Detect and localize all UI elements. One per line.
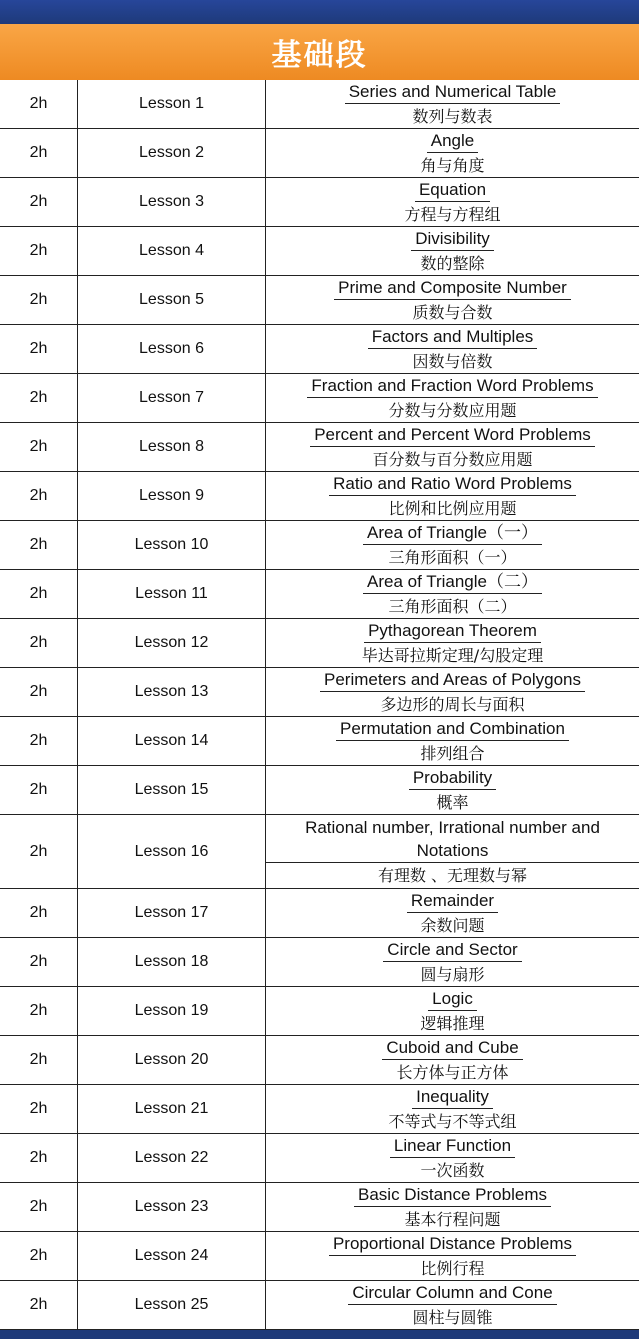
- hours-cell: 2h: [0, 1085, 78, 1133]
- topic-english: Basic Distance Problems: [354, 1183, 551, 1207]
- topic-chinese: 比例行程: [420, 1258, 485, 1278]
- lesson-cell: Lesson 17: [78, 889, 266, 937]
- hours-cell: 2h: [0, 938, 78, 986]
- table-row: [0, 1183, 639, 1232]
- hours-cell: 2h: [0, 521, 78, 569]
- hours-cell: 2h: [0, 619, 78, 667]
- topic-cell: [266, 815, 639, 888]
- topic-cell: [266, 1232, 639, 1280]
- topic-english: Factors and Multiples: [368, 325, 538, 349]
- topic-english: Probability: [409, 766, 496, 790]
- topic-english: Equation: [415, 178, 490, 202]
- hours-cell: 2h: [0, 987, 78, 1035]
- topic-cell: [266, 521, 639, 569]
- topic-cell: [266, 938, 639, 986]
- table-row: [0, 80, 639, 129]
- topic-english: Area of Triangle（二）: [363, 570, 542, 594]
- topic-english: Remainder: [407, 889, 498, 913]
- lesson-cell: Lesson 25: [78, 1281, 266, 1329]
- table-row: [0, 1232, 639, 1281]
- topic-english: Circular Column and Cone: [348, 1281, 556, 1305]
- table-row: [0, 1036, 639, 1085]
- topic-cell: [266, 276, 639, 324]
- hours-cell: 2h: [0, 717, 78, 765]
- lesson-cell: Lesson 24: [78, 1232, 266, 1280]
- lesson-cell: Lesson 23: [78, 1183, 266, 1231]
- topic-chinese: 一次函数: [420, 1160, 485, 1180]
- lesson-cell: Lesson 1: [78, 80, 266, 128]
- topic-english: Permutation and Combination: [336, 717, 569, 741]
- topic-cell: [266, 889, 639, 937]
- lesson-cell: Lesson 5: [78, 276, 266, 324]
- hours-cell: 2h: [0, 1036, 78, 1084]
- topic-cell: [266, 987, 639, 1035]
- topic-cell: [266, 1281, 639, 1329]
- lesson-cell: Lesson 3: [78, 178, 266, 226]
- table-row: [0, 178, 639, 227]
- lesson-cell: Lesson 4: [78, 227, 266, 275]
- topic-chinese: 三角形面积（一）: [388, 547, 517, 567]
- table-row: [0, 276, 639, 325]
- lesson-cell: Lesson 20: [78, 1036, 266, 1084]
- topic-english: Proportional Distance Problems: [329, 1232, 576, 1256]
- table-row: [0, 889, 639, 938]
- topic-english: Series and Numerical Table: [345, 80, 561, 104]
- section-header: [0, 24, 639, 80]
- topic-chinese: 三角形面积（二）: [388, 596, 517, 616]
- topic-chinese: 比例和比例应用题: [388, 498, 517, 518]
- hours-cell: 2h: [0, 1134, 78, 1182]
- hours-cell: 2h: [0, 1232, 78, 1280]
- topic-cell: [266, 668, 639, 716]
- hours-cell: 2h: [0, 276, 78, 324]
- topic-english: Perimeters and Areas of Polygons: [320, 668, 585, 692]
- topic-chinese: 不等式与不等式组: [388, 1111, 517, 1131]
- topic-cell: [266, 619, 639, 667]
- topic-chinese: 圆与扇形: [420, 964, 485, 984]
- topic-chinese: 基本行程问题: [404, 1209, 501, 1229]
- table-row: [0, 1085, 639, 1134]
- topic-english: Divisibility: [411, 227, 494, 251]
- topic-chinese: 多边形的周长与面积: [380, 694, 525, 714]
- lesson-table: [0, 80, 639, 1330]
- hours-cell: 2h: [0, 668, 78, 716]
- topic-cell: [266, 766, 639, 814]
- hours-cell: 2h: [0, 129, 78, 177]
- section-title: 基础段: [271, 38, 368, 73]
- table-row: [0, 766, 639, 815]
- topic-english: Logic: [428, 987, 477, 1011]
- lesson-cell: Lesson 10: [78, 521, 266, 569]
- topic-cell: [266, 325, 639, 373]
- topic-chinese: 分数与分数应用题: [388, 400, 517, 420]
- topic-english: Pythagorean Theorem: [364, 619, 541, 643]
- table-row: [0, 938, 639, 987]
- lesson-cell: Lesson 12: [78, 619, 266, 667]
- lesson-cell: Lesson 21: [78, 1085, 266, 1133]
- table-row: [0, 227, 639, 276]
- topic-english: Rational number, Irrational number and Notations: [266, 815, 639, 863]
- lesson-cell: Lesson 9: [78, 472, 266, 520]
- topic-cell: [266, 374, 639, 422]
- hours-cell: 2h: [0, 80, 78, 128]
- table-row: [0, 325, 639, 374]
- topic-chinese: 角与角度: [420, 155, 485, 175]
- table-row: [0, 1281, 639, 1330]
- hours-cell: 2h: [0, 889, 78, 937]
- topic-chinese: 长方体与正方体: [396, 1062, 509, 1082]
- lesson-cell: Lesson 11: [78, 570, 266, 618]
- table-row: [0, 374, 639, 423]
- hours-cell: 2h: [0, 472, 78, 520]
- top-banner-strip: [0, 0, 639, 24]
- lesson-cell: Lesson 19: [78, 987, 266, 1035]
- topic-chinese: 百分数与百分数应用题: [372, 449, 533, 469]
- hours-cell: 2h: [0, 815, 78, 888]
- table-row: [0, 987, 639, 1036]
- hours-cell: 2h: [0, 1281, 78, 1329]
- bottom-banner-strip: [0, 1332, 639, 1339]
- lesson-cell: Lesson 6: [78, 325, 266, 373]
- lesson-cell: Lesson 2: [78, 129, 266, 177]
- topic-english: Inequality: [412, 1085, 493, 1109]
- lesson-cell: Lesson 8: [78, 423, 266, 471]
- table-row: [0, 815, 639, 889]
- table-row: [0, 668, 639, 717]
- topic-english: Percent and Percent Word Problems: [310, 423, 595, 447]
- table-row: [0, 619, 639, 668]
- topic-cell: [266, 472, 639, 520]
- topic-english: Prime and Composite Number: [334, 276, 571, 300]
- topic-cell: [266, 423, 639, 471]
- table-row: [0, 570, 639, 619]
- topic-english: Linear Function: [390, 1134, 515, 1158]
- lesson-cell: Lesson 18: [78, 938, 266, 986]
- lesson-cell: Lesson 15: [78, 766, 266, 814]
- topic-cell: [266, 227, 639, 275]
- topic-chinese: 方程与方程组: [404, 204, 501, 224]
- lesson-cell: Lesson 16: [78, 815, 266, 888]
- table-row: [0, 717, 639, 766]
- topic-cell: [266, 1183, 639, 1231]
- hours-cell: 2h: [0, 570, 78, 618]
- topic-cell: [266, 1085, 639, 1133]
- topic-cell: [266, 717, 639, 765]
- hours-cell: 2h: [0, 374, 78, 422]
- hours-cell: 2h: [0, 227, 78, 275]
- table-row: [0, 1134, 639, 1183]
- topic-chinese: 毕达哥拉斯定理/勾股定理: [361, 645, 544, 665]
- topic-english: Circle and Sector: [383, 938, 521, 962]
- topic-chinese: 因数与倍数: [412, 351, 493, 371]
- topic-chinese: 数的整除: [420, 253, 485, 273]
- topic-chinese: 质数与合数: [412, 302, 493, 322]
- topic-english: Ratio and Ratio Word Problems: [329, 472, 576, 496]
- topic-chinese: 数列与数表: [412, 106, 493, 126]
- hours-cell: 2h: [0, 1183, 78, 1231]
- lesson-cell: Lesson 14: [78, 717, 266, 765]
- topic-cell: [266, 129, 639, 177]
- topic-cell: [266, 80, 639, 128]
- topic-cell: [266, 570, 639, 618]
- topic-chinese: 余数问题: [420, 915, 485, 935]
- topic-english: Fraction and Fraction Word Problems: [307, 374, 597, 398]
- table-row: [0, 129, 639, 178]
- lesson-cell: Lesson 7: [78, 374, 266, 422]
- topic-chinese: 有理数 、无理数与幂: [377, 866, 528, 885]
- topic-chinese: 圆柱与圆锥: [412, 1307, 493, 1327]
- topic-cell: [266, 1036, 639, 1084]
- topic-english: Area of Triangle（一）: [363, 521, 542, 545]
- hours-cell: 2h: [0, 178, 78, 226]
- topic-cell: [266, 178, 639, 226]
- table-row: [0, 521, 639, 570]
- table-row: [0, 472, 639, 521]
- hours-cell: 2h: [0, 423, 78, 471]
- hours-cell: 2h: [0, 325, 78, 373]
- topic-english: Angle: [427, 129, 478, 153]
- topic-english: Cuboid and Cube: [382, 1036, 522, 1060]
- table-row: [0, 423, 639, 472]
- topic-chinese: 概率: [436, 792, 469, 812]
- topic-chinese: 逻辑推理: [420, 1013, 485, 1033]
- lesson-cell: Lesson 22: [78, 1134, 266, 1182]
- lesson-cell: Lesson 13: [78, 668, 266, 716]
- topic-cell: [266, 1134, 639, 1182]
- topic-chinese: 排列组合: [420, 743, 485, 763]
- hours-cell: 2h: [0, 766, 78, 814]
